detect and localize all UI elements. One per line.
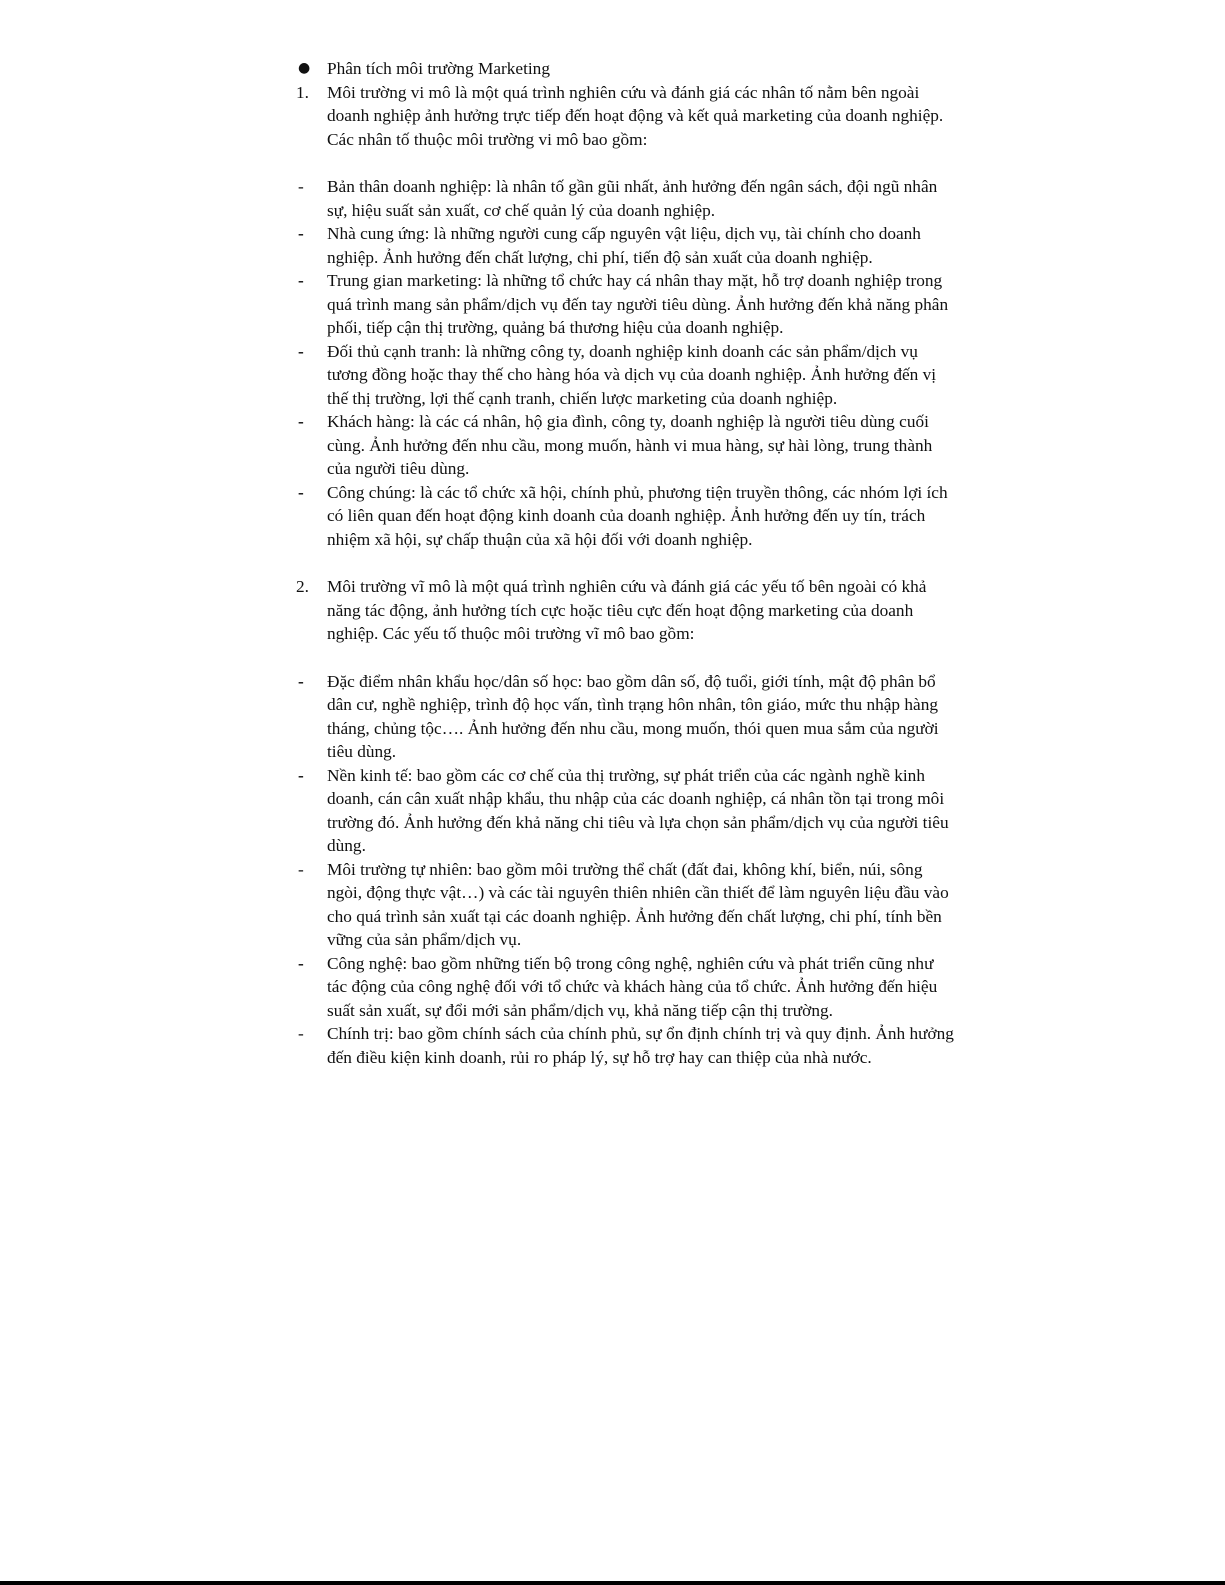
list-item-text: Chính trị: bao gồm chính sách của chính phủ, sự ổn định chính trị và quy định. Ảnh hưởng đến điều kiện kinh doanh, rủi ro pháp lý, sự hỗ trợ hay can thiệp của nhà nước. (327, 1024, 954, 1067)
dash-marker: - (298, 1024, 304, 1043)
section-2-number: 2. (296, 577, 309, 596)
dash-marker: - (298, 224, 304, 243)
list-item-macro-4 (296, 952, 956, 1023)
dash-marker: - (298, 765, 304, 785)
document-content (296, 57, 956, 1069)
list-item-macro-1 (296, 670, 956, 764)
list-item-text: Đặc điểm nhân khẩu học/dân số học: bao gồm dân số, độ tuổi, giới tính, mật độ phân bổ dân cư, nghề nghiệp, trình độ học vấn, tình trạng hôn nhân, tôn giáo, mức thu nhập hàng tháng, chủng tộc…. Ảnh hưởng đến nhu cầu, mong muốn, thói quen mua sắm của người tiêu dùng. (327, 671, 939, 761)
list-item-text: Nền kinh tế: bao gồm các cơ chế của thị trường, sự phát triển của các ngành nghề kinh doanh, cán cân xuất nhập khẩu, thu nhập của các doanh nghiệp, cá nhân tồn tại trong môi trường đó. Ảnh hưởng đến khả năng chi tiêu và lựa chọn sản phẩm/dịch vụ của người tiêu dùng. (327, 765, 949, 855)
section-1-number: 1. (296, 82, 309, 102)
list-item-text: Công chúng: là các tổ chức xã hội, chính phủ, phương tiện truyền thông, các nhóm lợi ích có liên quan đến hoạt động kinh doanh của doanh nghiệp. Ảnh hưởng đến uy tín, trách nhiệm xã hội, sự chấp thuận của xã hội đối với doanh nghiệp. (327, 482, 948, 549)
list-item-text: Trung gian marketing: là những tổ chức hay cá nhân thay mặt, hỗ trợ doanh nghiệp trong quá trình mang sản phẩm/dịch vụ đến tay người tiêu dùng. Ảnh hưởng đến khả năng phân phối, tiếp cận thị trường, quảng bá thương hiệu của doanh nghiệp. (327, 271, 949, 337)
list-item-micro-3 (296, 269, 956, 340)
page-bottom-border (0, 1581, 1225, 1585)
heading-text: Phân tích môi trường Marketing (327, 59, 550, 78)
section-2-intro-text: Môi trường vĩ mô là một quá trình nghiên cứu và đánh giá các yếu tố bên ngoài có khả năng tác động, ảnh hưởng tích cực hoặc tiêu cực đến hoạt động marketing của doanh nghiệp. Các yếu tố thuộc môi trường vĩ mô bao gồm: (327, 577, 927, 643)
list-item-text: Môi trường tự nhiên: bao gồm môi trường thể chất (đất đai, không khí, biển, núi, sông ngòi, động thực vật…) và các tài nguyên thiên nhiên cần thiết để làm nguyên liệu đầu vào cho quá trình sản xuất tại các doanh nghiệp. Ảnh hưởng đến chất lượng, chi phí, tính bền vững của sản phẩm/dịch vụ. (327, 859, 949, 949)
section-1-intro (296, 81, 956, 152)
list-item-text: Đối thủ cạnh tranh: là những công ty, doanh nghiệp kinh doanh các sản phẩm/dịch vụ tương đồng hoặc thay thế cho hàng hóa và dịch vụ của doanh nghiệp. Ảnh hưởng đến vị thế thị trường, lợi thế cạnh tranh, chiến lược marketing của doanh nghiệp. (327, 341, 937, 408)
list-item-macro-3 (296, 858, 956, 952)
dash-marker: - (298, 671, 304, 691)
dash-marker: - (298, 177, 304, 196)
dash-marker: - (298, 271, 304, 290)
list-item-text: Nhà cung ứng: là những người cung cấp nguyên vật liệu, dịch vụ, tài chính cho doanh nghiệp. Ảnh hưởng đến chất lượng, chi phí, tiến độ sản xuất của doanh nghiệp. (327, 224, 921, 267)
list-item-text: Công nghệ: bao gồm những tiến bộ trong công nghệ, nghiên cứu và phát triển cũng như tác động của công nghệ đối với tổ chức và khách hàng của tổ chức. Ảnh hưởng đến hiệu suất sản xuất, sự đổi mới sản phẩm/dịch vụ, khả năng tiếp cận thị trường. (327, 953, 938, 1020)
dash-marker: - (298, 341, 304, 361)
spacer (296, 151, 956, 175)
list-item-micro-1 (296, 175, 956, 222)
dash-marker: - (298, 953, 304, 973)
dash-marker: - (298, 859, 304, 879)
list-item-macro-5 (296, 1022, 956, 1069)
heading-bullet-item (296, 57, 956, 81)
list-item-text: Khách hàng: là các cá nhân, hộ gia đình, công ty, doanh nghiệp là người tiêu dùng cuối cùng. Ảnh hưởng đến nhu cầu, mong muốn, hành vi mua hàng, sự hài lòng, trung thành của người tiêu dùng. (327, 412, 933, 478)
list-item-micro-5 (296, 410, 956, 481)
list-item-micro-6 (296, 481, 956, 552)
list-item-micro-4 (296, 340, 956, 411)
spacer (296, 551, 956, 575)
list-item-text: Bản thân doanh nghiệp: là nhân tố gần gũi nhất, ảnh hưởng đến ngân sách, đội ngũ nhân sự, hiệu suất sản xuất, cơ chế quản lý của doanh nghiệp. (327, 177, 938, 220)
list-item-macro-2 (296, 764, 956, 858)
dash-marker: - (298, 412, 304, 431)
dash-marker: - (298, 482, 304, 502)
spacer (296, 646, 956, 670)
list-item-micro-2 (296, 222, 956, 269)
section-1-intro-text: Môi trường vi mô là một quá trình nghiên cứu và đánh giá các nhân tố nằm bên ngoài doanh nghiệp ảnh hưởng trực tiếp đến hoạt động và kết quả marketing của doanh nghiệp. Các nhân tố thuộc môi trường vi mô bao gồm: (327, 82, 944, 149)
bullet-marker: ● (298, 60, 311, 76)
section-2-intro (296, 575, 956, 646)
